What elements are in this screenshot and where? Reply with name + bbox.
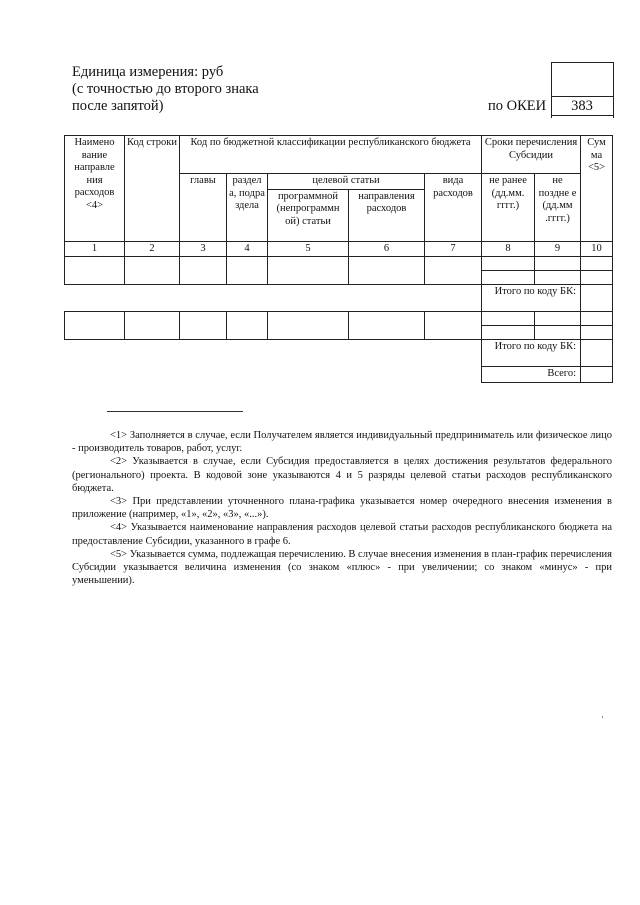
date-from-cell [482,326,535,340]
code-cell [125,312,180,340]
col-number: 3 [180,241,227,257]
col-number: 1 [65,241,125,257]
header-expense-type: вида расходов [425,174,482,242]
unit-of-measure [72,64,259,115]
total-by-bk-label: Итого по коду БК: [482,285,581,312]
unit-line-2: (с точностью до второго знака [72,81,259,97]
col-number: 4 [227,241,268,257]
unit-line-1: Единица измерения: руб [72,64,224,80]
col-number: 10 [581,241,613,257]
chapter-cell [180,312,227,340]
section-cell [227,312,268,340]
col-number: 6 [349,241,425,257]
expense-type-cell [425,312,482,340]
date-to-cell [535,312,581,326]
sum-cell [581,271,613,285]
footnote-4: <4> Указывается наименование направления расходов целевой статьи расходов республиканского бюджета на предоставление Субсидии, указанного в графе 6. [72,522,612,547]
total-by-bk-value [581,285,613,312]
grand-total-row [65,367,613,383]
footnotes [72,429,612,587]
col-number: 2 [125,241,180,257]
direction-cell [349,257,425,285]
header-section: раздел а, подра здела [227,174,268,242]
date-from-cell [482,257,535,271]
chapter-cell [180,257,227,285]
header-name: Наимено вание направле ния расходов <4> [65,136,125,242]
header-row-code: Код строки [125,136,180,242]
sum-cell [581,312,613,326]
subsidy-schedule-table [64,135,613,383]
date-to-cell [535,271,581,285]
sum-cell [581,326,613,340]
header-direction: направления расходов [349,189,425,241]
subtotal-row [65,340,613,367]
scan-speck [602,716,603,718]
program-cell [268,257,349,285]
footnote-separator [107,411,243,412]
code-cell [125,257,180,285]
header-terms: Сроки перечисления Субсидии [482,136,581,174]
col-number: 9 [535,241,581,257]
expense-type-cell [425,257,482,285]
program-cell [268,312,349,340]
footnote-3: <3> При представлении уточненного плана-графика указывается номер очередного внесения изменения в приложение (например, «1», «2», «3», «...»). [72,496,612,521]
subtotal-row [65,285,613,312]
column-numbers-row [65,241,613,257]
col-number: 7 [425,241,482,257]
sum-cell [581,257,613,271]
total-by-bk-value [581,340,613,367]
footnote-2: <2> Указывается в случае, если Субсидия предоставляется в целях достижения результатов федерального (регионального) проекта. В кодовой зоне указываются 4 и 5 разряды целевой статьи расходов республиканского бюджета. [72,456,612,494]
name-cell [65,257,125,285]
grand-total-label: Всего: [482,367,581,383]
header-sum: Сум ма <5> [581,136,613,242]
header-bk-code: Код по бюджетной классификации республиканского бюджета [180,136,482,174]
table-row [65,312,613,326]
header-chapter: главы [180,174,227,242]
header-not-later: не поздне е (дд.мм .гггг.) [535,174,581,242]
total-by-bk-label: Итого по коду БК: [482,340,581,367]
footnote-1: <1> Заполняется в случае, если Получателем является индивидуальный предприниматель или физическое лицо - производитель товаров, работ, услуг. [72,430,612,455]
footnote-5: <5> Указывается сумма, подлежащая перечислению. В случае внесения изменения в план-график перечисления Субсидии указывается величина изменения (со знаком «плюс» - при увеличении; со знаком «минус» - при уменьшении). [72,548,612,587]
direction-cell [349,312,425,340]
section-cell [227,257,268,285]
grand-total-value [581,367,613,383]
date-from-cell [482,312,535,326]
date-to-cell [535,326,581,340]
header-program: программной (непрограммн ой) статьи [268,189,349,241]
okei-label: по ОКЕИ [488,98,547,114]
date-from-cell [482,271,535,285]
header-not-earlier: не ранее (дд.мм. гггг.) [482,174,535,242]
okei-code: 383 [551,97,613,116]
col-number: 5 [268,241,349,257]
table-row [65,257,613,271]
header-target-article: целевой статьи [268,174,425,190]
date-to-cell [535,257,581,271]
unit-line-3: после запятой) [72,98,164,114]
name-cell [65,312,125,340]
col-number: 8 [482,241,535,257]
